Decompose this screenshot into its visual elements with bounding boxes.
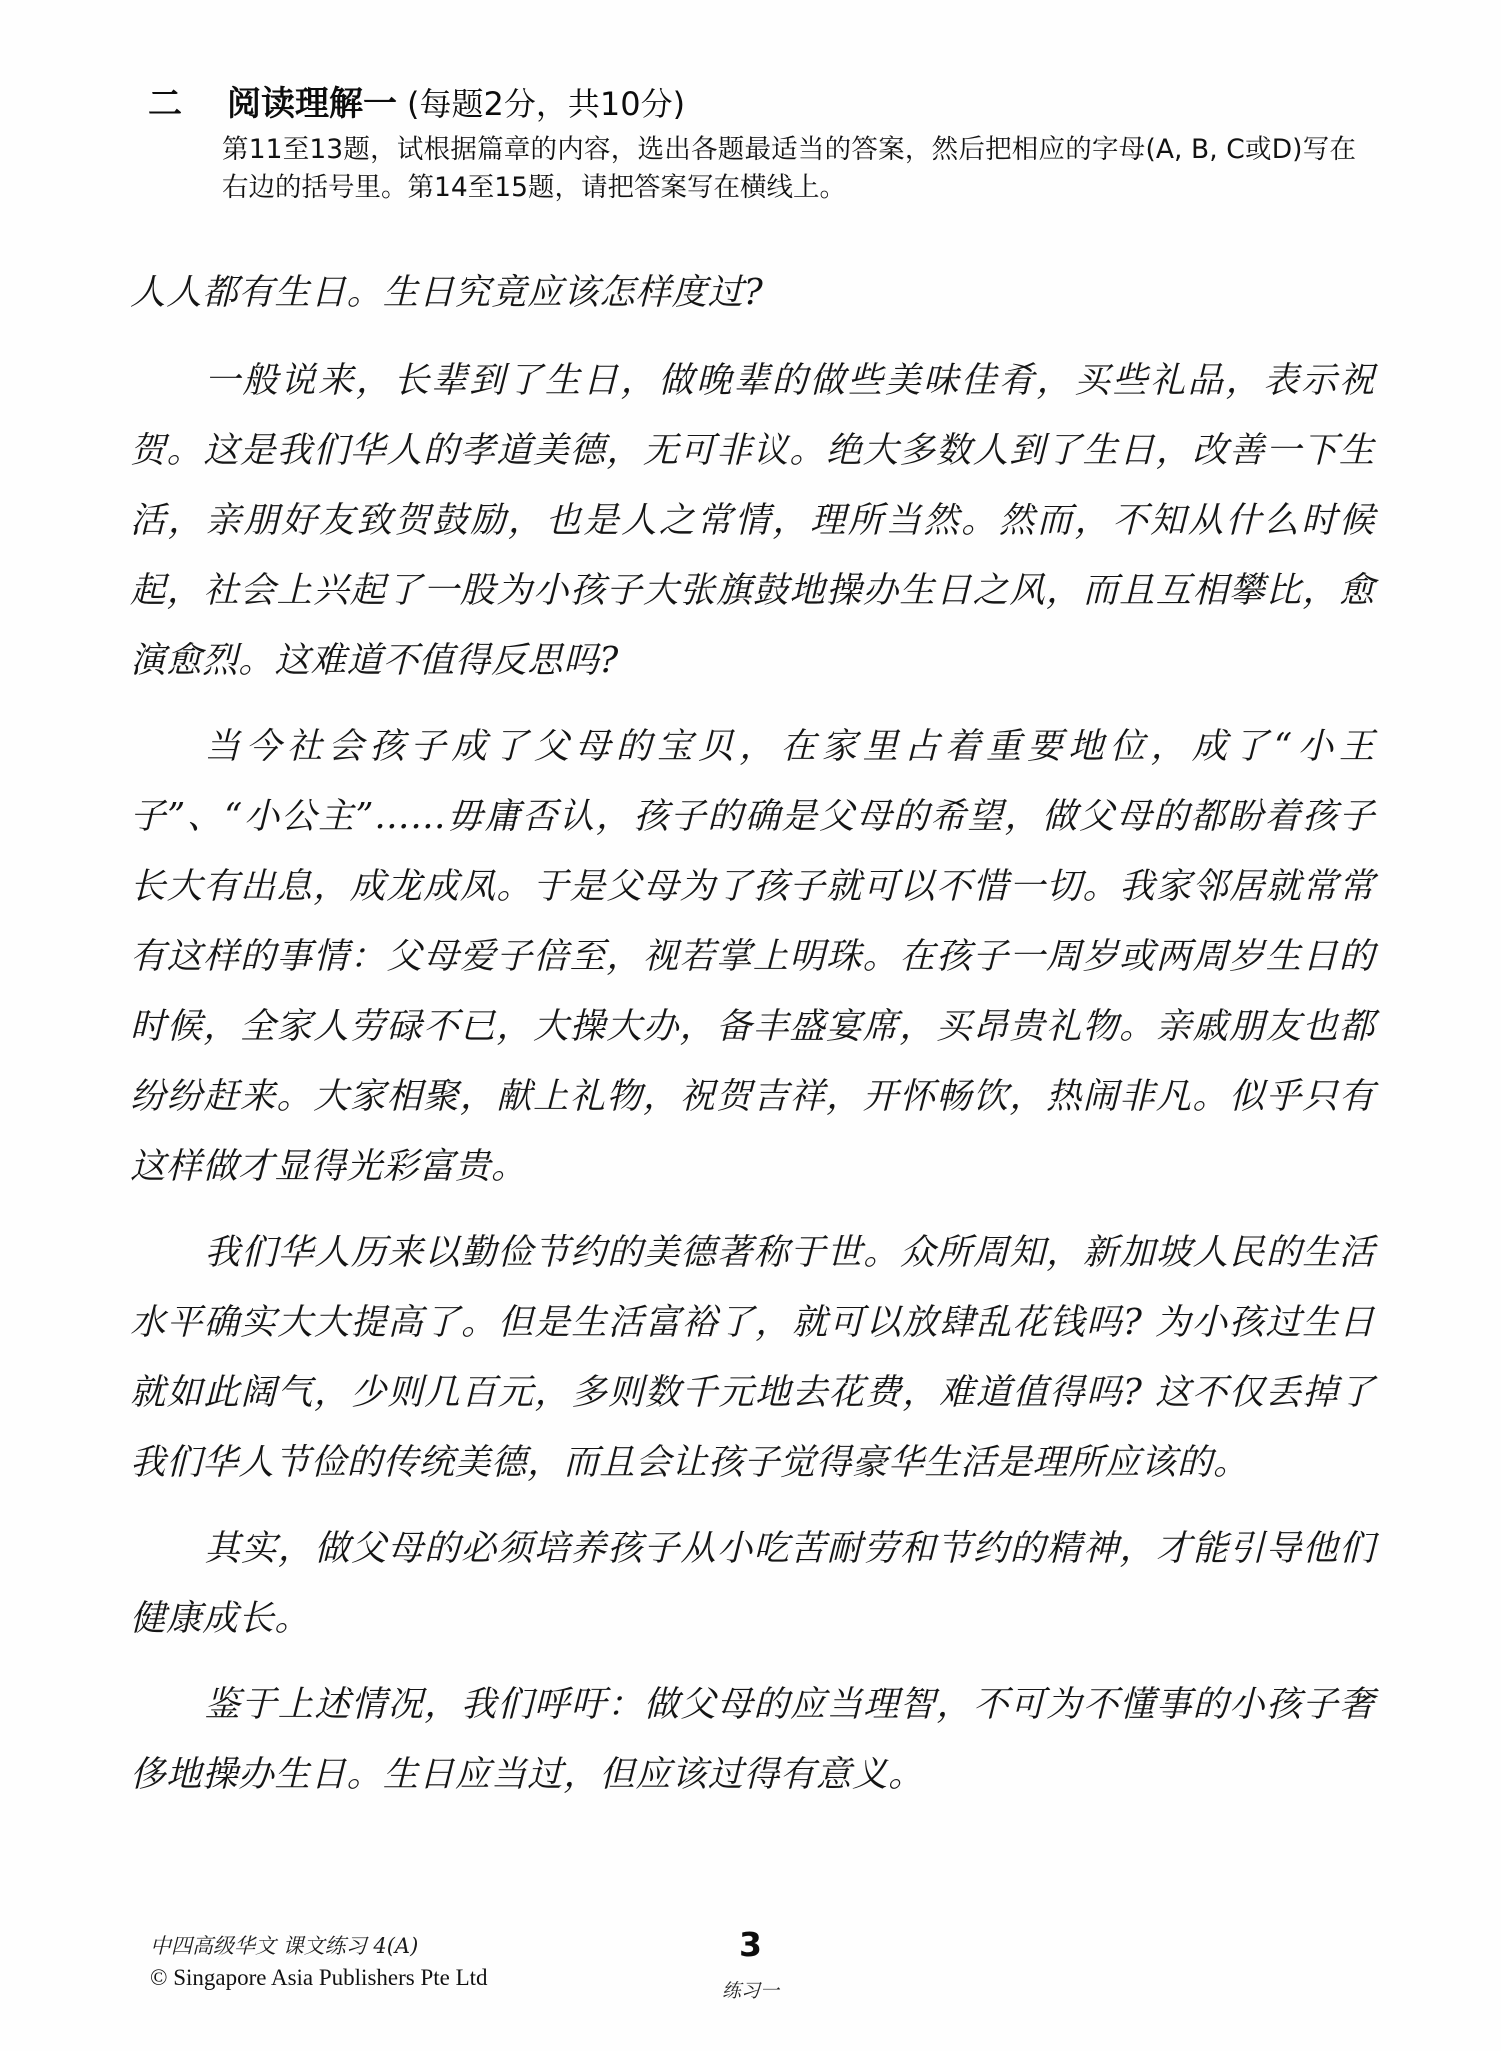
passage-paragraph: 其实，做父母的必须培养孩子从小吃苦耐劳和节约的精神，才能引导他们健康成长。 xyxy=(130,1528,1375,1639)
passage-paragraph: 鉴于上述情况，我们呼吁：做父母的应当理智，不可为不懂事的小孩子奢侈地操办生日。生日应当过，但应该过得有意义。 xyxy=(130,1684,1375,1795)
passage-paragraph: 我们华人历来以勤俭节约的美德著称于世。众所周知，新加坡人民的生活水平确实大大提高了。但是生活富裕了，就可以放肆乱花钱吗? 为小孩过生日就如此阔气，少则几百元，多则数千元地去花费，难道值得吗? 这不仅丢掉了我们华人节俭的传统美德，而且会让孩子觉得豪华生活是理所应该的。 xyxy=(130,1232,1375,1483)
passage-paragraph: 当今社会孩子成了父母的宝贝，在家里占着重要地位，成了“小王子”、“小公主”……毋庸否认，孩子的确是父母的希望，做父母的都盼着孩子长大有出息，成龙成凤。于是父母为了孩子就可以不惜一切。我家邻居就常常有这样的事情：父母爱子倍至，视若掌上明珠。在孩子一周岁或两周岁生日的时候，全家人劳碌不已，大操大办，备丰盛宴席，买昂贵礼物。亲戚朋友也都纷纷赶来。大家相聚，献上礼物，祝贺吉祥，开怀畅饮，热闹非凡。似乎只有这样做才显得光彩富贵。 xyxy=(130,726,1375,1187)
page-title: 阅读理解一 xyxy=(227,84,397,124)
footer-source-line: 中四高级华文 课文练习 4(A) xyxy=(150,1934,419,1958)
instructions-text: 第11至13题，试根据篇章的内容，选出各题最适当的答案，然后把相应的字母(A, B, C或D)写在右边的括号里。第14至15题，请把答案写在横线上。 xyxy=(222,134,1356,203)
footer-copyright-line: © Singapore Asia Publishers Pte Ltd xyxy=(150,1965,488,1990)
section-number: 二 xyxy=(148,84,183,124)
passage-paragraph: 人人都有生日。生日究竟应该怎样度过? xyxy=(130,272,764,313)
passage-paragraph: 一般说来，长辈到了生日，做晚辈的做些美味佳肴，买些礼品，表示祝贺。这是我们华人的孝道美德，无可非议。绝大多数人到了生日，改善一下生活，亲朋好友致贺鼓励，也是人之常情，理所当然。然而，不知从什么时候起，社会上兴起了一股为小孩子大张旗鼓地操办生日之风，而且互相攀比，愈演愈烈。这难道不值得反思吗? xyxy=(130,360,1375,681)
reading-passage xyxy=(130,258,1375,1810)
section-marks: (每题2分，共10分) xyxy=(407,85,686,123)
footer-pagination xyxy=(0,1925,1501,2003)
section-heading xyxy=(148,76,685,125)
page-number: 3 xyxy=(739,1925,762,1964)
page-label: 练习一 xyxy=(721,1980,779,2002)
